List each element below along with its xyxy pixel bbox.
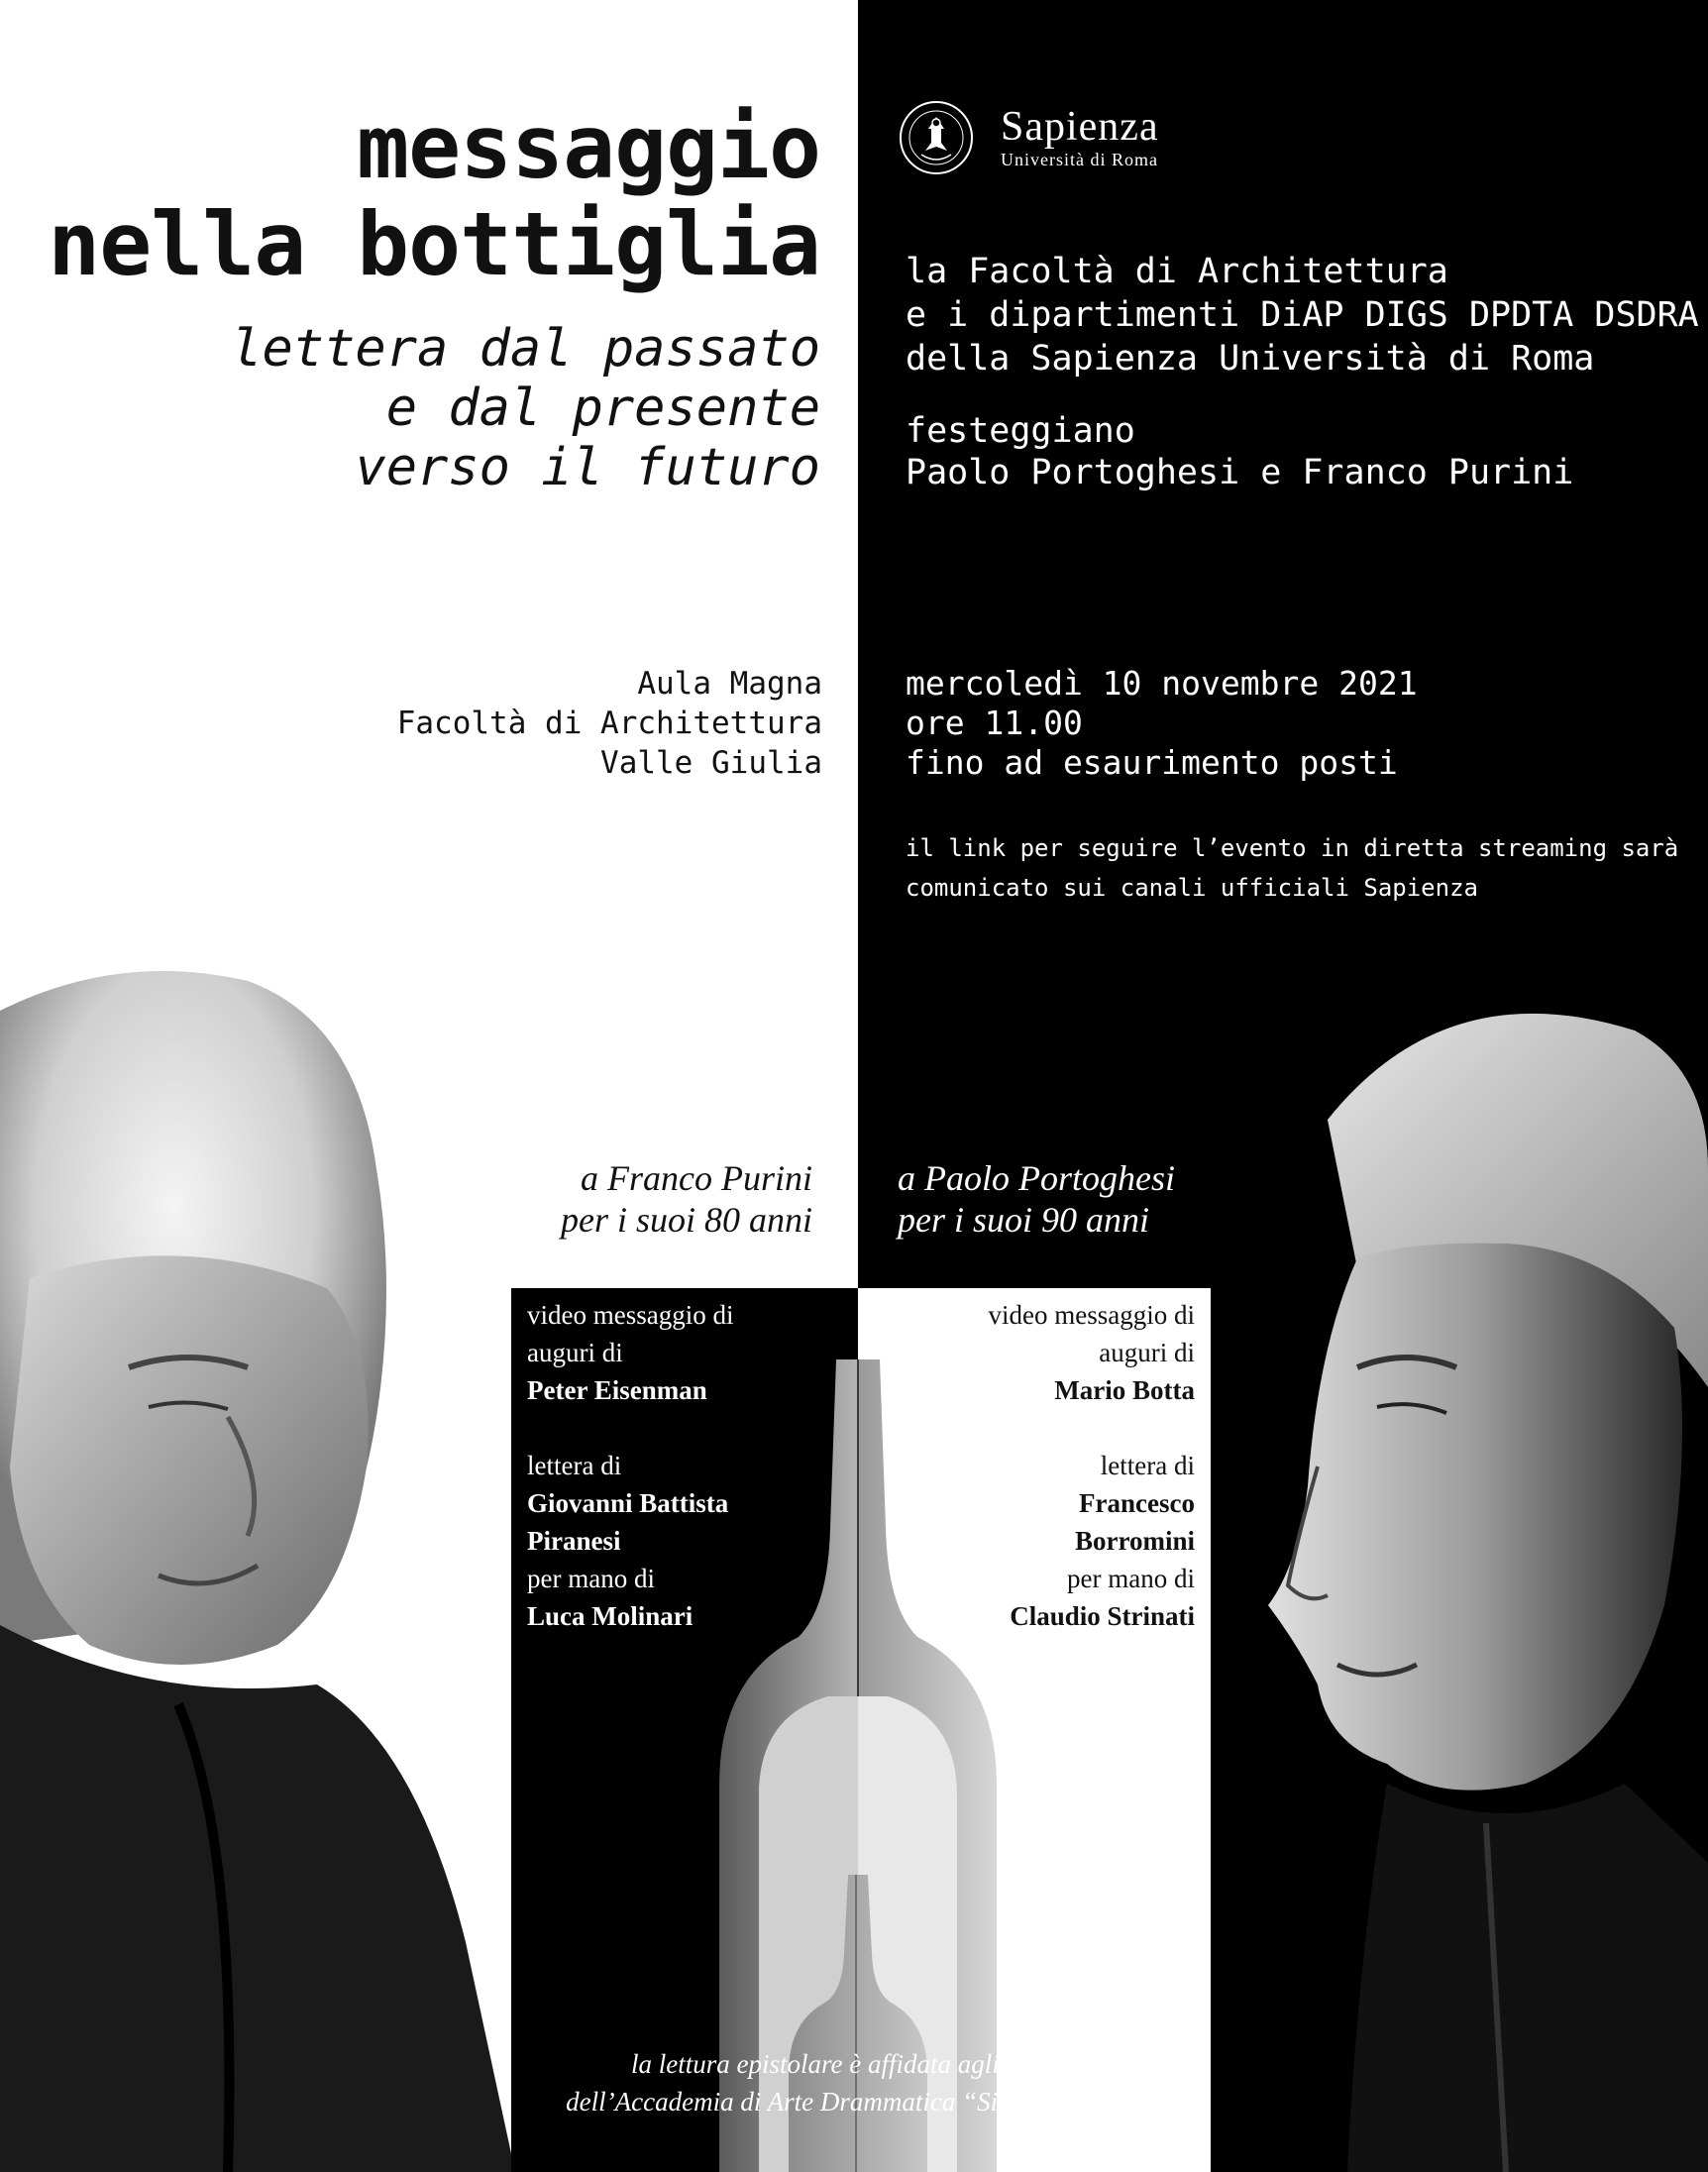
credits-right [878, 1296, 1195, 1635]
date-time-text [906, 664, 1418, 783]
organizers-line-1: la Facoltà di Architettura [906, 252, 1448, 291]
credits-right-video-label-1: video messaggio di [988, 1300, 1195, 1330]
celebration-line-2: Paolo Portoghesi e Franco Purini [906, 453, 1574, 492]
credits-right-letter-author-2: Borromini [1075, 1526, 1195, 1556]
title-line-2: nella bottiglia [48, 193, 820, 295]
credits-right-reader: Claudio Strinati [1010, 1601, 1195, 1631]
footer-note [511, 2045, 1211, 2120]
credits-right-video-author: Mario Botta [1054, 1375, 1195, 1405]
credits-left-letter-author-2: Piranesi [527, 1526, 621, 1556]
sapienza-seal-icon [898, 99, 975, 176]
credits-right-by-hand-label: per mano di [1067, 1564, 1195, 1593]
portrait-left [0, 951, 515, 2172]
dedication-right-line-2: per i suoi 90 anni [898, 1200, 1150, 1240]
venue-line-2: Facoltà di Architettura [396, 706, 822, 741]
event-date: mercoledì 10 novembre 2021 [906, 664, 1418, 703]
dedication-left [561, 1157, 812, 1241]
poster-subtitle [231, 319, 820, 497]
dedication-left-line-1: a Franco Purini [581, 1158, 812, 1198]
venue-line-3: Valle Giulia [600, 745, 822, 781]
celebration-text [906, 410, 1573, 493]
event-time: ore 11.00 [906, 704, 1083, 742]
central-panel [511, 1288, 1211, 2172]
credits-left-reader: Luca Molinari [527, 1601, 694, 1631]
event-seats: fino ad esaurimento posti [906, 743, 1398, 782]
subtitle-line-2: e dal presente [385, 379, 820, 438]
poster-title [48, 96, 820, 295]
dedication-right-line-1: a Paolo Portoghesi [898, 1158, 1175, 1198]
subtitle-line-3: verso il futuro [355, 438, 820, 497]
streaming-line-1: il link per seguire l’evento in diretta streaming sarà [906, 834, 1679, 862]
credits-left [527, 1296, 824, 1635]
organizers-line-3: della Sapienza Università di Roma [906, 339, 1595, 379]
credits-left-video-label-1: video messaggio di [527, 1300, 734, 1330]
celebration-line-1: festeggiano [906, 411, 1135, 451]
venue-line-1: Aula Magna [637, 666, 822, 702]
credits-right-letter-label: lettera di [1100, 1451, 1195, 1480]
portrait-right [1209, 971, 1708, 2172]
venue-text [397, 664, 822, 783]
logo-subname: Università di Roma [1001, 150, 1158, 169]
title-line-1: messaggio [357, 96, 820, 198]
dedication-left-line-2: per i suoi 80 anni [560, 1200, 812, 1240]
subtitle-line-1: lettera dal passato [231, 319, 820, 379]
streaming-note [906, 828, 1678, 908]
sapienza-logo [898, 99, 1159, 176]
credits-left-letter-author-1: Giovanni Battista [527, 1488, 729, 1518]
streaming-line-2: comunicato sui canali ufficiali Sapienza [906, 874, 1478, 902]
credits-left-video-label-2: auguri di [527, 1338, 623, 1367]
dedication-right [898, 1157, 1175, 1241]
footer-line-1: la lettura epistolare è affidata agli studenti [631, 2049, 1091, 2079]
logo-name: Sapienza [1001, 104, 1159, 150]
organizers-line-2: e i dipartimenti DiAP DIGS DPDTA DSDRA [906, 295, 1699, 335]
organizers-text [906, 250, 1699, 380]
credits-left-video-author: Peter Eisenman [527, 1375, 707, 1405]
footer-line-2: dell’Accademia di Arte Drammatica “Silvio D’Amico” [566, 2087, 1156, 2117]
credits-right-letter-author-1: Francesco [1079, 1488, 1195, 1518]
credits-right-video-label-2: auguri di [1099, 1338, 1195, 1367]
credits-left-by-hand-label: per mano di [527, 1564, 655, 1593]
credits-left-letter-label: lettera di [527, 1451, 622, 1480]
